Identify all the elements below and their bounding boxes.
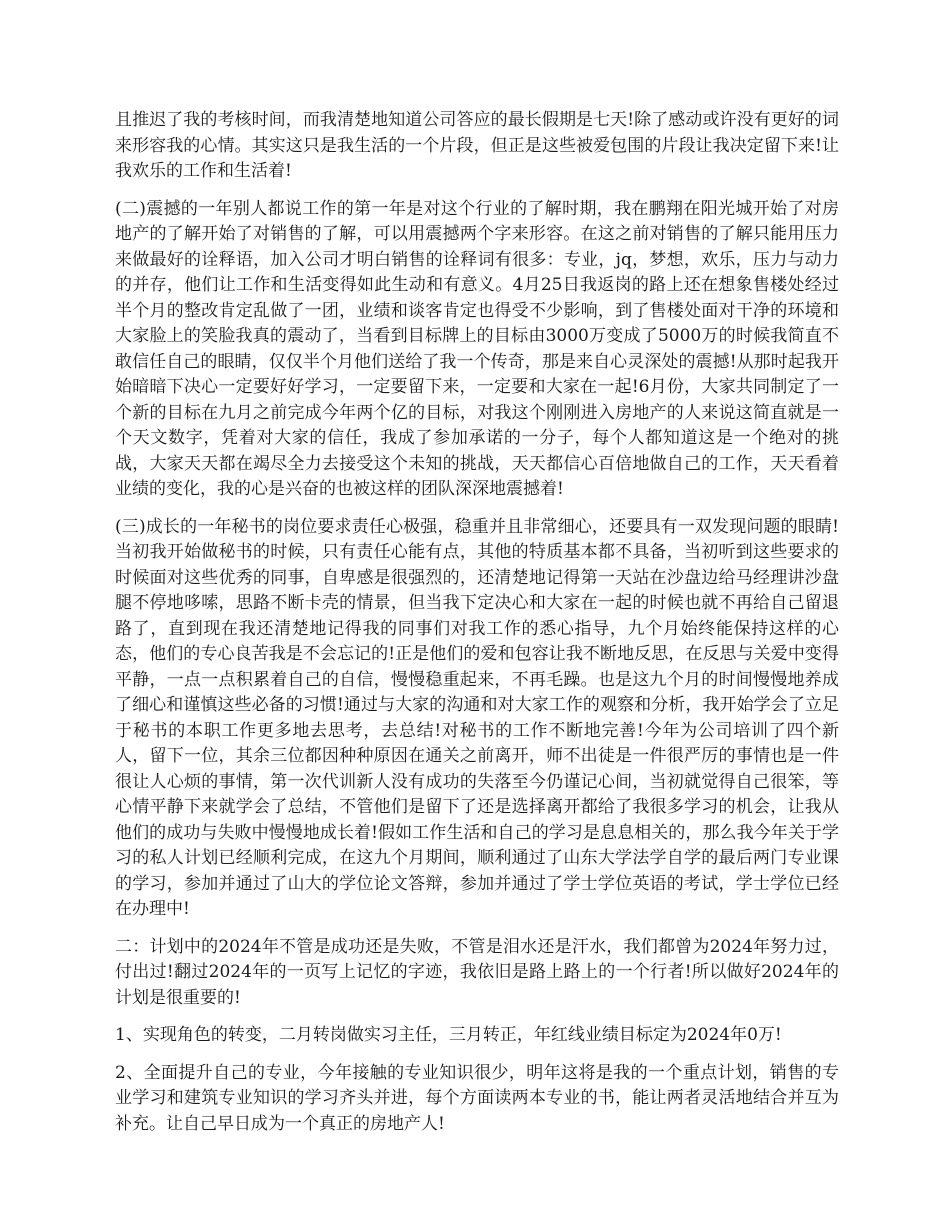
paragraph-intro-continued: 且推迟了我的考核时间，而我清楚地知道公司答应的最长假期是七天!除了感动或许没有更好的词来形容我的心情。其实这只是我生活的一个片段，但正是这些被爱包围的片段让我决定留下来!让我欢乐的工作和生活着! <box>115 110 839 181</box>
paragraph-plan-intro: 二：计划中的2024年不管是成功还是失败，不管是泪水还是汗水，我们都曾为2024年努力过，付出过!翻过2024年的一页写上记忆的字迹，我依旧是路上路上的一个行者!所以做好2024年的计划是很重要的! <box>115 936 839 1008</box>
document-body <box>115 108 839 1149</box>
paragraph-section-3-growth: (三)成长的一年秘书的岗位要求责任心极强，稳重并且非常细心，还要具有一双发现问题的眼睛!当初我开始做秘书的时候，只有责任心能有点，其他的特质基本都不具备，当初听到这些要求的时候面对这些优秀的同事，自卑感是很强烈的，还清楚地记得第一天站在沙盘边给马经理讲沙盘腿不停地哆嗦，思路不断卡壳的情景，但当我下定决心和大家在一起的时候也就不再给自己留退路了，直到现在我还清楚地记得我的同事们对我工作的悉心指导，九个月始终能保持这样的心态，他们的专心良苦我是不会忘记的!正是他们的爱和包容让我不断地反思，在反思与关爱中变得平静，一点一点积累着自己的自信，慢慢稳重起来，不再毛躁。也是这九个月的时间慢慢地养成了细心和谨慎这些必备的习惯!通过与大家的沟通和对大家工作的观察和分析，我开始学会了立足于秘书的本职工作更多地去思考，去总结!对秘书的工作不断地完善!今年为公司培训了四个新人，留下一位，其余三位都因种种原因在通关之前离开，师不出徒是一件很严厉的事情也是一件很让人心烦的事情，第一次代训新人没有成功的失落至今仍谨记心间，当初就觉得自己很笨，等心情平静下来就学会了总结，不管他们是留下了还是选择离开都给了我很多学习的机会，让我从他们的成功与失败中慢慢地成长着!假如工作生活和自己的学习是息息相关的，那么我今年关于学习的私人计划已经顺利完成，在这九个月期间，顺利通过了山东大学法学自学的最后两门专业课的学习，参加并通过了山大的学位论文答辩，参加并通过了学士学位英语的考试，学士学位已经在办理中! <box>115 516 839 919</box>
paragraph-section-2-shock: (二)震撼的一年别人都说工作的第一年是对这个行业的了解时期，我在鹏翔在阳光城开始了对房地产的了解开始了对销售的了解，可以用震撼两个字来形容。在这之前对销售的了解只能用压力来做最好的诠释语，加入公司才明白销售的诠释词有很多：专业，jq，梦想，欢乐，压力与动力的并存，他们让工作和生活变得如此生动和有意义。4月25日我返岗的路上还在想象售楼处经过半个月的整改肯定乱做了一团，业绩和谈客肯定也得受不少影响，到了售楼处面对干净的环境和大家脸上的笑脸我真的震动了，当看到目标牌上的目标由3000万变成了5000万的时候我简直不敢信任自己的眼睛，仅仅半个月他们送给了我一个传奇，那是来自心灵深处的震撼!从那时起我开始暗暗下决心一定要好好学习，一定要留下来，一定要和大家在一起!6月份，大家共同制定了一个新的目标在九月之前完成今年两个亿的目标，对我这个刚刚进入房地产的人来说这简直就是一个天文数字，凭着对大家的信任，我成了参加承诺的一分子，每个人都知道这是一个绝对的挑战，大家天天都在竭尽全力去接受这个未知的挑战，天天都信心百倍地做自己的工作，天天看着业绩的变化，我的心是兴奋的也被这样的团队深深地震撼着! <box>115 198 839 499</box>
paragraph-plan-item-1: 1、实现角色的转变，二月转岗做实习主任，三月转正，年红线业绩目标定为2024年0万! <box>115 1025 782 1045</box>
paragraph-plan-item-2: 2、全面提升自己的专业，今年接触的专业知识很少，明年这将是我的一个重点计划，销售的专业学习和建筑专业知识的学习齐头并进，每个方面读两本专业的书，能让两者灵活地结合并互为补充。让自己早日成为一个真正的房地产人! <box>115 1062 839 1134</box>
